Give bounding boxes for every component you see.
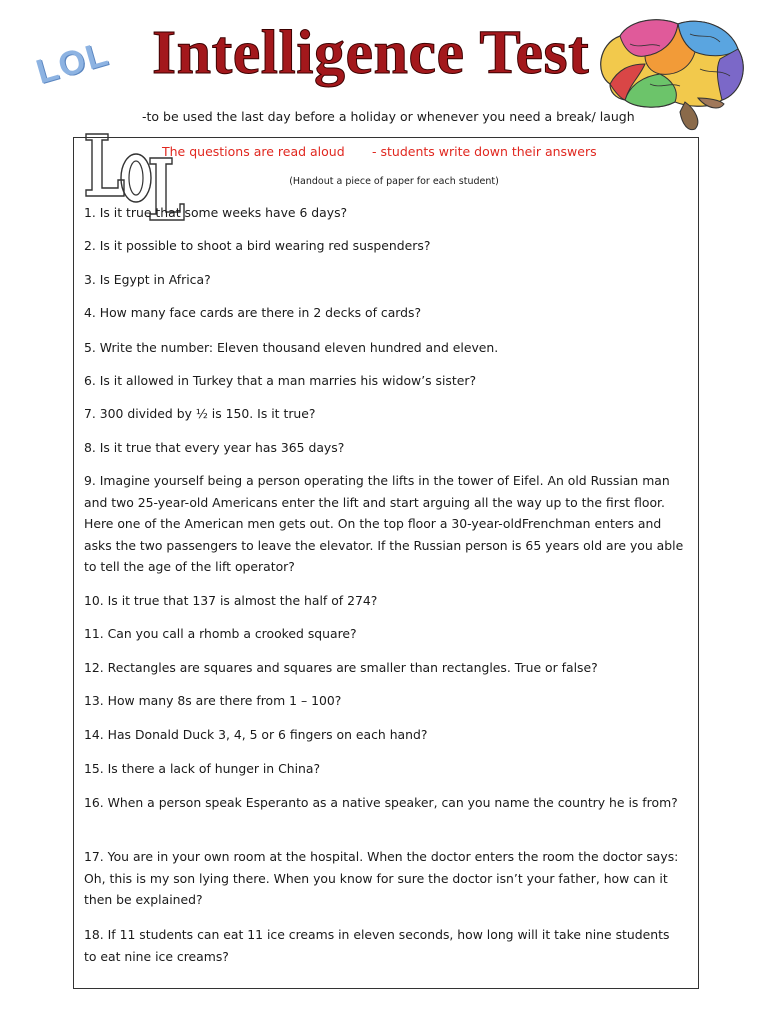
lol-logo: LOL (32, 34, 114, 92)
handout-note: (Handout a piece of paper for each student) (289, 176, 499, 187)
question-15: 15. Is there a lack of hunger in China? (84, 761, 321, 776)
page-title: Intelligence Test (152, 19, 590, 87)
question-16: 16. When a person speak Esperanto as a native speaker, can you name the country he is from? (84, 795, 678, 810)
question-10: 10. Is it true that 137 is almost the half of 274? (84, 593, 378, 608)
question-2: 2. Is it possible to shoot a bird wearing red suspenders? (84, 238, 431, 253)
question-17: 17. You are in your own room at the hospital. When the doctor enters the room the doctor says: Oh, this is my son lying there. When you know for sure the doctor isn’t your father, how can it then be explained? (84, 849, 679, 907)
question-8: 8. Is it true that every year has 365 days? (84, 440, 345, 455)
question-18: 18. If 11 students can eat 11 ice creams in eleven seconds, how long will it take nine students to eat nine ice creams? (84, 927, 670, 964)
question-1: 1. Is it true that some weeks have 6 days? (84, 205, 348, 220)
question-11: 11. Can you call a rhomb a crooked square? (84, 626, 357, 641)
question-4: 4. How many face cards are there in 2 decks of cards? (84, 305, 422, 320)
question-5: 5. Write the number: Eleven thousand eleven hundred and eleven. (84, 340, 499, 355)
question-13: 13. How many 8s are there from 1 – 100? (84, 693, 342, 708)
subtitle: -to be used the last day before a holiday or whenever you need a break/ laugh (142, 109, 635, 124)
question-7: 7. 300 divided by ½ is 150. Is it true? (84, 406, 316, 421)
instruction-write-answers: - students write down their answers (372, 144, 597, 159)
question-6: 6. Is it allowed in Turkey that a man marries his widow’s sister? (84, 373, 477, 388)
question-12: 12. Rectangles are squares and squares are smaller than rectangles. True or false? (84, 660, 598, 675)
question-9: 9. Imagine yourself being a person operating the lifts in the tower of Eifel. An old Russian man and two 25-year-old Americans enter the lift and start arguing all the way up to the first floor. Here one of the American men gets out. On the top floor a 30-year-oldFrenchman enters and asks the two passengers to leave the elevator. If the Russian person is 65 years old are you able to tell the age of the lift operator? (84, 473, 684, 574)
question-3: 3. Is Egypt in Africa? (84, 272, 211, 287)
question-14: 14. Has Donald Duck 3, 4, 5 or 6 fingers on each hand? (84, 727, 428, 742)
instruction-read-aloud: The questions are read aloud (162, 144, 345, 159)
